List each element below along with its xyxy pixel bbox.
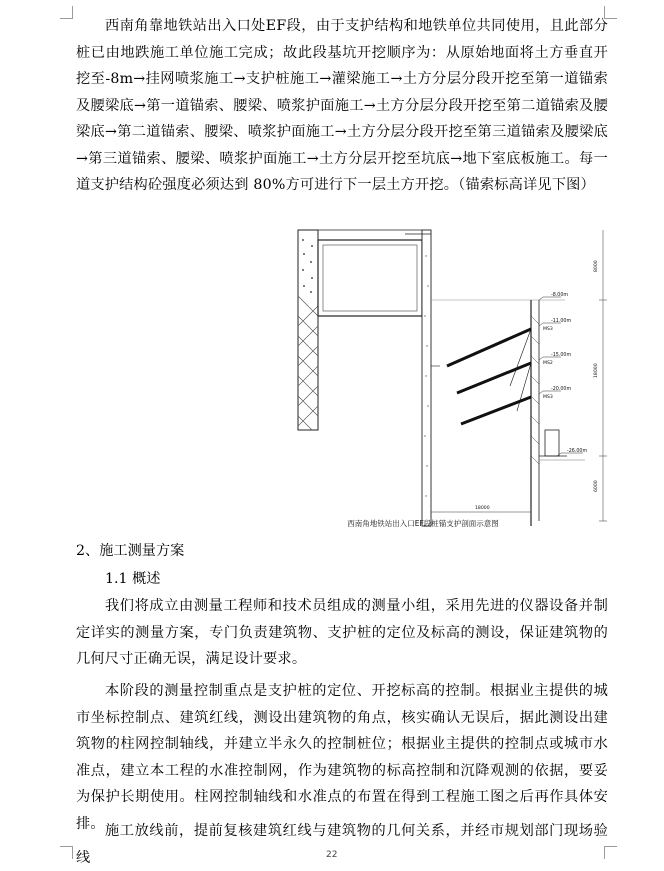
anchor-1: [447, 329, 531, 366]
level-labels: [539, 292, 587, 456]
dimension-labels: [593, 260, 599, 492]
dimension-label: 6000: [594, 480, 599, 492]
crop-mark-top-left: [60, 6, 73, 19]
level-label: -20.00m: [551, 387, 572, 392]
anchor-support-section-figure: [295, 226, 615, 536]
dimension-label: 18000: [475, 506, 490, 511]
support-pile: [422, 230, 431, 526]
anchor-label: MS2: [543, 361, 553, 366]
pit-bottom-detail: [545, 430, 559, 456]
anchor-2: [457, 363, 531, 393]
level-label: -11.00m: [551, 319, 572, 324]
dimension-label: 8000: [594, 260, 599, 272]
vertical-dimension-line: [599, 230, 607, 521]
anchor-label: MS3: [543, 395, 553, 400]
dimension-label: 18000: [594, 363, 599, 378]
station-entrance-box: [318, 240, 422, 316]
level-label: -26.00m: [567, 449, 588, 454]
crop-mark-bottom-left: [60, 846, 73, 859]
anchors: [447, 329, 531, 424]
level-label: -8.00m: [551, 293, 569, 298]
paragraph-control-focus: 本阶段的测量控制重点是支护桩的定位、开挖标高的控制。根据业主提供的城市坐标控制点、建筑红线，测设出建筑物的角点，核实确认无误后，据此测设出建筑物的柱网控制轴线，并建立半永久的控制桩位；根据业主提供的控制点或城市水准点，建立本工程的水准控制网，作为建筑物的标高控制和沉降观测的依据，要妥为保护长期使用。柱网控制轴线和水准点的布置在得到工程施工图之后再作具体安排。: [76, 683, 608, 832]
excavation-wall-hatch: [531, 316, 539, 464]
subsection-heading: 1.1 概述: [105, 571, 161, 587]
anchor-label: MS3: [543, 327, 553, 332]
figure-caption: 西南角地铁站出入口EF段桩锚支护剖面示意图: [347, 519, 499, 528]
paragraph-excavation-sequence: 西南角靠地铁站出入口处EF段，由于支护结构和地铁单位共同使用，且此部分桩已由地跌施工单位施工完成；故此段基坑开挖顺序为：从原始地面将土方垂直开挖至-8m→挂网喷浆施工→支护桩施工→灌梁施工→土方分层分段开挖至第一道锚索及腰梁底→第一道锚索、腰梁、喷浆护面施工→土方分层分段开挖至第二道锚索及腰梁底→第二道锚索、腰梁、喷浆护面施工→土方分层分段开挖至第三道锚索及腰梁底→第三道锚索、腰梁、喷浆护面施工→土方分层开挖至坑底→地下室底板施工。每一道支护结构砼强度必须达到 80%方可进行下一层土方开挖。（锚索标高详见下图）: [76, 18, 608, 193]
paragraph-setout: 施工放线前，提前复核建筑红线与建筑物的几何关系，并经市规划部门现场验线: [76, 823, 608, 866]
section-heading: 2、施工测量方案: [76, 543, 185, 559]
level-label: -15.00m: [551, 353, 572, 358]
page-number: 22: [326, 850, 338, 860]
anchor-3: [461, 397, 531, 424]
paragraph-survey-team: 我们将成立由测量工程师和技术员组成的测量小组，采用先进的仪器设备并制定详实的测量方案，专门负责建筑物、支护桩的定位及标高的测设，保证建筑物的几何尺寸正确无误，满足设计要求。: [76, 598, 608, 667]
left-wall: [298, 230, 318, 430]
